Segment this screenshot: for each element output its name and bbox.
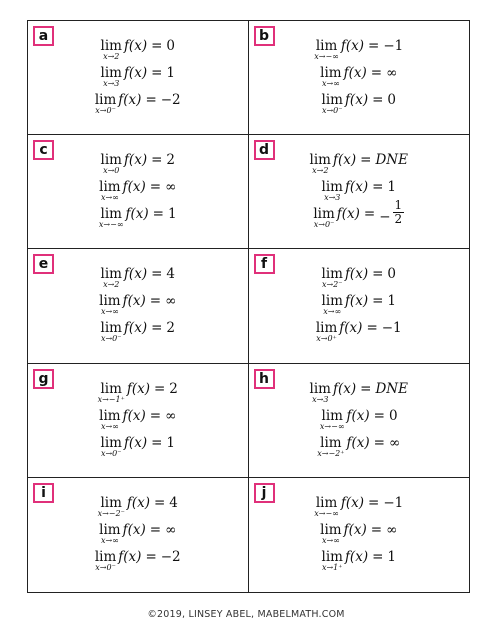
limit-operator: [95, 93, 116, 115]
limit-value-text: 0: [388, 407, 398, 424]
equals-sign: =: [151, 320, 163, 337]
equals-sign: =: [153, 494, 166, 511]
function-expression: f(x): [122, 179, 146, 196]
equals-sign: =: [368, 494, 380, 511]
card-label-badge: a: [33, 26, 54, 46]
limit-value: [166, 66, 175, 80]
limit-approach: x→−∞: [319, 421, 345, 431]
limit-approach: x→∞: [323, 307, 342, 317]
function-expression: f(x): [332, 380, 357, 397]
limit-operator: [310, 153, 331, 175]
limit-approach: x→2: [103, 52, 120, 61]
function-expression: f(x): [344, 266, 369, 283]
lim-word: lim: [321, 548, 343, 565]
limit-value-text: −: [379, 208, 391, 225]
lim-word: lim: [100, 266, 122, 283]
card: [249, 364, 470, 478]
fraction-numerator: 1: [394, 198, 403, 213]
lim-word: lim: [99, 293, 121, 310]
lim-word: lim: [321, 293, 343, 310]
limit-statement: [322, 294, 397, 316]
limit-approach: x→∞: [100, 421, 119, 431]
function-expression: f(x): [126, 380, 150, 397]
limit-statement: [95, 93, 181, 115]
lim-word: lim: [315, 494, 338, 511]
limit-approach: x→0: [103, 166, 120, 176]
limit-operator: [314, 39, 339, 61]
card: [249, 249, 470, 363]
limit-operator: [322, 294, 343, 316]
limit-operator: [322, 93, 343, 115]
limit-approach: x→∞: [321, 535, 340, 545]
limit-cards-grid: [27, 20, 470, 593]
lim-word: lim: [100, 206, 122, 223]
limit-statements: [249, 382, 470, 458]
limit-value-text: −2: [160, 92, 181, 108]
function-expression: f(x): [340, 38, 365, 54]
lim-word: lim: [309, 152, 331, 169]
limit-statement: [322, 267, 397, 289]
limit-value: [387, 180, 396, 194]
limit-value-text: 4: [169, 494, 178, 511]
limit-approach: x→3: [312, 394, 329, 404]
limit-value-text: ∞: [386, 65, 398, 81]
limit-statement: [317, 436, 400, 458]
limit-statement: [101, 436, 176, 458]
function-expression: f(x): [122, 407, 146, 424]
limit-operator: [317, 436, 344, 458]
limit-value-text: −1: [381, 320, 402, 337]
card: [28, 135, 249, 249]
equals-sign: =: [151, 266, 163, 283]
limit-value-text: 2: [169, 380, 178, 397]
limit-operator: [99, 294, 120, 316]
limit-value: [387, 550, 396, 564]
limit-value: [165, 294, 176, 308]
limit-statements: [28, 39, 248, 115]
card: [249, 478, 470, 592]
limit-value: [166, 436, 175, 450]
limit-approach: x→0⁻: [95, 562, 116, 572]
limit-statement: [310, 153, 408, 175]
limit-value: [383, 39, 403, 53]
limit-value-text: 4: [166, 266, 175, 283]
limit-operator: [99, 409, 120, 431]
equals-sign: =: [151, 152, 163, 169]
limit-statements: [249, 496, 470, 572]
lim-word: lim: [100, 38, 122, 54]
limit-operator: [101, 267, 122, 289]
limit-value-text: 1: [166, 65, 175, 81]
card-label-badge: j: [254, 483, 275, 503]
limit-operator: [98, 382, 125, 404]
limit-statement: [98, 496, 178, 518]
limit-approach: x→0⁺: [316, 334, 337, 344]
equals-sign: =: [149, 521, 162, 538]
function-expression: f(x): [118, 548, 142, 565]
limit-approach: x→−2⁺: [317, 448, 345, 458]
limit-value: [379, 198, 404, 227]
limit-operator: [101, 153, 122, 175]
limit-approach: x→−∞: [314, 508, 339, 518]
function-expression: f(x): [336, 206, 360, 223]
equals-sign: =: [145, 92, 157, 108]
function-expression: f(x): [332, 152, 357, 169]
equals-sign: =: [368, 38, 380, 54]
lim-word: lim: [94, 548, 117, 565]
limit-operator: [314, 496, 339, 518]
limit-value-text: 0: [387, 92, 396, 108]
limit-approach: x→1⁺: [321, 562, 343, 572]
limit-value: [386, 523, 397, 537]
card-label-badge: h: [254, 369, 275, 389]
function-expression: f(x): [123, 266, 148, 283]
limit-value: [169, 496, 178, 510]
limit-operator: [98, 496, 125, 518]
limit-value: [389, 409, 398, 423]
limit-approach: x→3: [103, 79, 120, 88]
limit-approach: x→0⁻: [321, 106, 343, 115]
limit-value: [166, 321, 175, 335]
equals-sign: =: [373, 407, 385, 424]
limit-approach: x→3: [324, 193, 341, 203]
copyright-footer: ©2019, LINSEY ABEL, MABELMATH.COM: [147, 609, 345, 620]
limit-statement: [310, 382, 408, 404]
limit-statements: [28, 496, 248, 572]
card-label-badge: d: [254, 140, 275, 160]
lim-word: lim: [100, 380, 122, 397]
lim-word: lim: [321, 92, 343, 108]
limit-value: [383, 496, 403, 510]
lim-word: lim: [99, 179, 121, 196]
equals-sign: =: [372, 548, 384, 565]
limit-value: [168, 207, 177, 221]
lim-word: lim: [313, 206, 335, 223]
function-expression: f(x): [344, 548, 369, 565]
lim-word: lim: [100, 494, 122, 511]
equals-sign: =: [360, 380, 372, 397]
function-expression: f(x): [123, 434, 148, 451]
limit-value-text: ∞: [386, 521, 398, 538]
equals-sign: =: [363, 206, 376, 223]
function-expression: f(x): [123, 320, 148, 337]
equals-sign: =: [370, 521, 383, 538]
limit-value-text: 0: [387, 266, 396, 283]
lim-word: lim: [100, 434, 122, 451]
limit-statement: [314, 496, 403, 518]
lim-word: lim: [99, 521, 121, 538]
function-expression: f(x): [344, 179, 369, 196]
limit-operator: [322, 267, 343, 289]
limit-operator: [320, 409, 345, 431]
function-expression: f(x): [123, 65, 148, 81]
limit-value-text: 1: [387, 548, 396, 565]
limit-approach: x→0⁻: [100, 334, 122, 344]
function-expression: f(x): [339, 320, 363, 337]
function-expression: f(x): [346, 434, 370, 451]
limit-value: [389, 436, 400, 450]
function-expression: f(x): [126, 494, 150, 511]
limit-value-text: ∞: [165, 293, 177, 310]
limit-statement: [101, 267, 176, 289]
card-label-badge: b: [254, 26, 275, 46]
limit-approach: x→∞: [100, 535, 119, 545]
limit-value: [387, 93, 396, 107]
fraction-denominator: 2: [394, 212, 403, 227]
limit-value: [165, 180, 176, 194]
function-expression: f(x): [122, 521, 146, 538]
limit-value: [375, 382, 408, 396]
limit-approach: x→0⁻: [100, 448, 122, 458]
limit-statements: [249, 39, 470, 115]
limit-statement: [99, 294, 176, 316]
equals-sign: =: [151, 65, 163, 81]
equals-sign: =: [373, 434, 385, 451]
limit-statements: [28, 267, 248, 343]
limit-value: [166, 267, 175, 281]
limit-value-text: DNE: [375, 380, 408, 397]
limit-value-text: 1: [167, 206, 177, 223]
function-expression: f(x): [346, 407, 370, 424]
limit-operator: [99, 207, 124, 229]
limit-statement: [101, 153, 176, 175]
card: [28, 21, 249, 135]
limit-value-text: 1: [387, 179, 396, 196]
lim-word: lim: [315, 320, 338, 337]
limit-value: [166, 153, 175, 167]
function-expression: f(x): [340, 494, 365, 511]
card-label-badge: f: [254, 254, 275, 274]
limit-value: [161, 550, 181, 564]
limit-operator: [95, 550, 116, 572]
limit-value: [387, 267, 396, 281]
limit-operator: [316, 321, 337, 343]
lim-word: lim: [309, 380, 331, 397]
lim-word: lim: [315, 38, 338, 54]
equals-sign: =: [372, 179, 384, 196]
lim-word: lim: [321, 407, 343, 424]
card-label-badge: i: [33, 483, 54, 503]
limit-statements: [28, 382, 248, 458]
equals-sign: =: [149, 407, 162, 424]
limit-statement: [101, 66, 176, 88]
limit-operator: [101, 321, 122, 343]
equals-sign: =: [149, 293, 162, 310]
limit-value-text: −1: [383, 38, 404, 54]
limit-value-text: DNE: [375, 152, 408, 169]
limit-value: [166, 39, 175, 53]
limit-value-text: ∞: [165, 407, 177, 424]
equals-sign: =: [372, 266, 384, 283]
limit-statement: [101, 39, 176, 61]
limit-approach: x→−∞: [98, 220, 124, 230]
limit-statement: [322, 180, 397, 202]
equals-sign: =: [145, 548, 157, 565]
limit-value-text: 2: [166, 152, 175, 169]
lim-word: lim: [94, 92, 117, 108]
card: [28, 364, 249, 478]
function-expression: f(x): [344, 92, 369, 108]
card: [28, 249, 249, 363]
limit-operator: [313, 207, 334, 229]
function-expression: f(x): [123, 152, 148, 169]
limit-value-text: ∞: [165, 179, 177, 196]
limit-statements: [28, 153, 248, 229]
limit-operator: [322, 180, 343, 202]
limit-approach: x→−∞: [314, 52, 339, 61]
lim-word: lim: [99, 407, 121, 424]
function-expression: f(x): [343, 65, 367, 81]
equals-sign: =: [360, 152, 372, 169]
card-label-badge: c: [33, 140, 54, 160]
equals-sign: =: [149, 179, 162, 196]
fraction: [393, 199, 405, 226]
lim-word: lim: [321, 179, 343, 196]
limit-statement: [322, 550, 397, 572]
lim-word: lim: [321, 266, 343, 283]
limit-statements: [249, 153, 470, 229]
function-expression: f(x): [125, 206, 149, 223]
limit-value-text: ∞: [165, 521, 177, 538]
limit-operator: [310, 382, 331, 404]
limit-value-text: 0: [166, 38, 175, 54]
limit-statement: [101, 321, 176, 343]
limit-statement: [316, 321, 402, 343]
limit-value: [165, 523, 176, 537]
limit-statement: [95, 550, 181, 572]
lim-word: lim: [100, 152, 122, 169]
card-label-badge: g: [33, 369, 54, 389]
function-expression: f(x): [123, 38, 148, 54]
limit-value: [165, 409, 176, 423]
limit-value: [386, 66, 397, 80]
limit-approach: x→−2⁻: [97, 508, 125, 518]
limit-approach: x→∞: [321, 79, 340, 88]
limit-statement: [322, 93, 397, 115]
limit-value-text: 1: [166, 434, 175, 451]
limit-operator: [320, 523, 341, 545]
limit-value: [375, 153, 408, 167]
limit-approach: x→2: [312, 166, 329, 176]
limit-statement: [99, 207, 177, 229]
lim-word: lim: [320, 65, 342, 81]
equals-sign: =: [366, 320, 378, 337]
limit-operator: [320, 66, 341, 88]
limit-approach: x→2⁻: [321, 280, 343, 290]
function-expression: f(x): [118, 92, 142, 108]
function-expression: f(x): [344, 293, 369, 310]
limit-operator: [99, 180, 120, 202]
limit-approach: x→0⁻: [313, 220, 335, 230]
equals-sign: =: [151, 434, 163, 451]
limit-operator: [322, 550, 343, 572]
limit-approach: x→−1⁺: [97, 394, 125, 404]
limit-approach: x→∞: [100, 193, 119, 203]
limit-operator: [99, 523, 120, 545]
lim-word: lim: [320, 434, 342, 451]
card: [249, 135, 470, 249]
limit-statement: [99, 409, 176, 431]
equals-sign: =: [372, 92, 384, 108]
equals-sign: =: [151, 38, 163, 54]
limit-statement: [98, 382, 178, 404]
limit-value-text: ∞: [388, 434, 401, 451]
limit-value: [161, 93, 181, 107]
lim-word: lim: [320, 521, 342, 538]
equals-sign: =: [153, 380, 166, 397]
equals-sign: =: [372, 293, 384, 310]
limit-statements: [249, 267, 470, 343]
limit-operator: [101, 66, 122, 88]
equals-sign: =: [152, 206, 164, 223]
limit-statement: [99, 523, 176, 545]
limit-value: [382, 321, 402, 335]
limit-statement: [320, 409, 398, 431]
limit-operator: [101, 436, 122, 458]
limit-value-text: 1: [387, 293, 396, 310]
function-expression: f(x): [122, 293, 146, 310]
limit-value-text: 2: [166, 320, 175, 337]
card: [249, 21, 470, 135]
limit-operator: [101, 39, 122, 61]
limit-value-text: −1: [383, 494, 404, 511]
limit-statement: [320, 66, 397, 88]
card-label-badge: e: [33, 254, 54, 274]
limit-value: [169, 382, 178, 396]
limit-approach: x→0⁻: [95, 106, 116, 115]
function-expression: f(x): [343, 521, 367, 538]
lim-word: lim: [100, 65, 122, 81]
limit-approach: x→∞: [100, 307, 119, 317]
lim-word: lim: [100, 320, 122, 337]
limit-statement: [314, 39, 403, 61]
equals-sign: =: [370, 65, 383, 81]
limit-approach: x→2: [103, 280, 120, 290]
limit-value: [387, 294, 396, 308]
limit-value-text: −2: [160, 548, 181, 565]
limit-statement: [320, 523, 397, 545]
limit-statement: [99, 180, 176, 202]
card: [28, 478, 249, 592]
